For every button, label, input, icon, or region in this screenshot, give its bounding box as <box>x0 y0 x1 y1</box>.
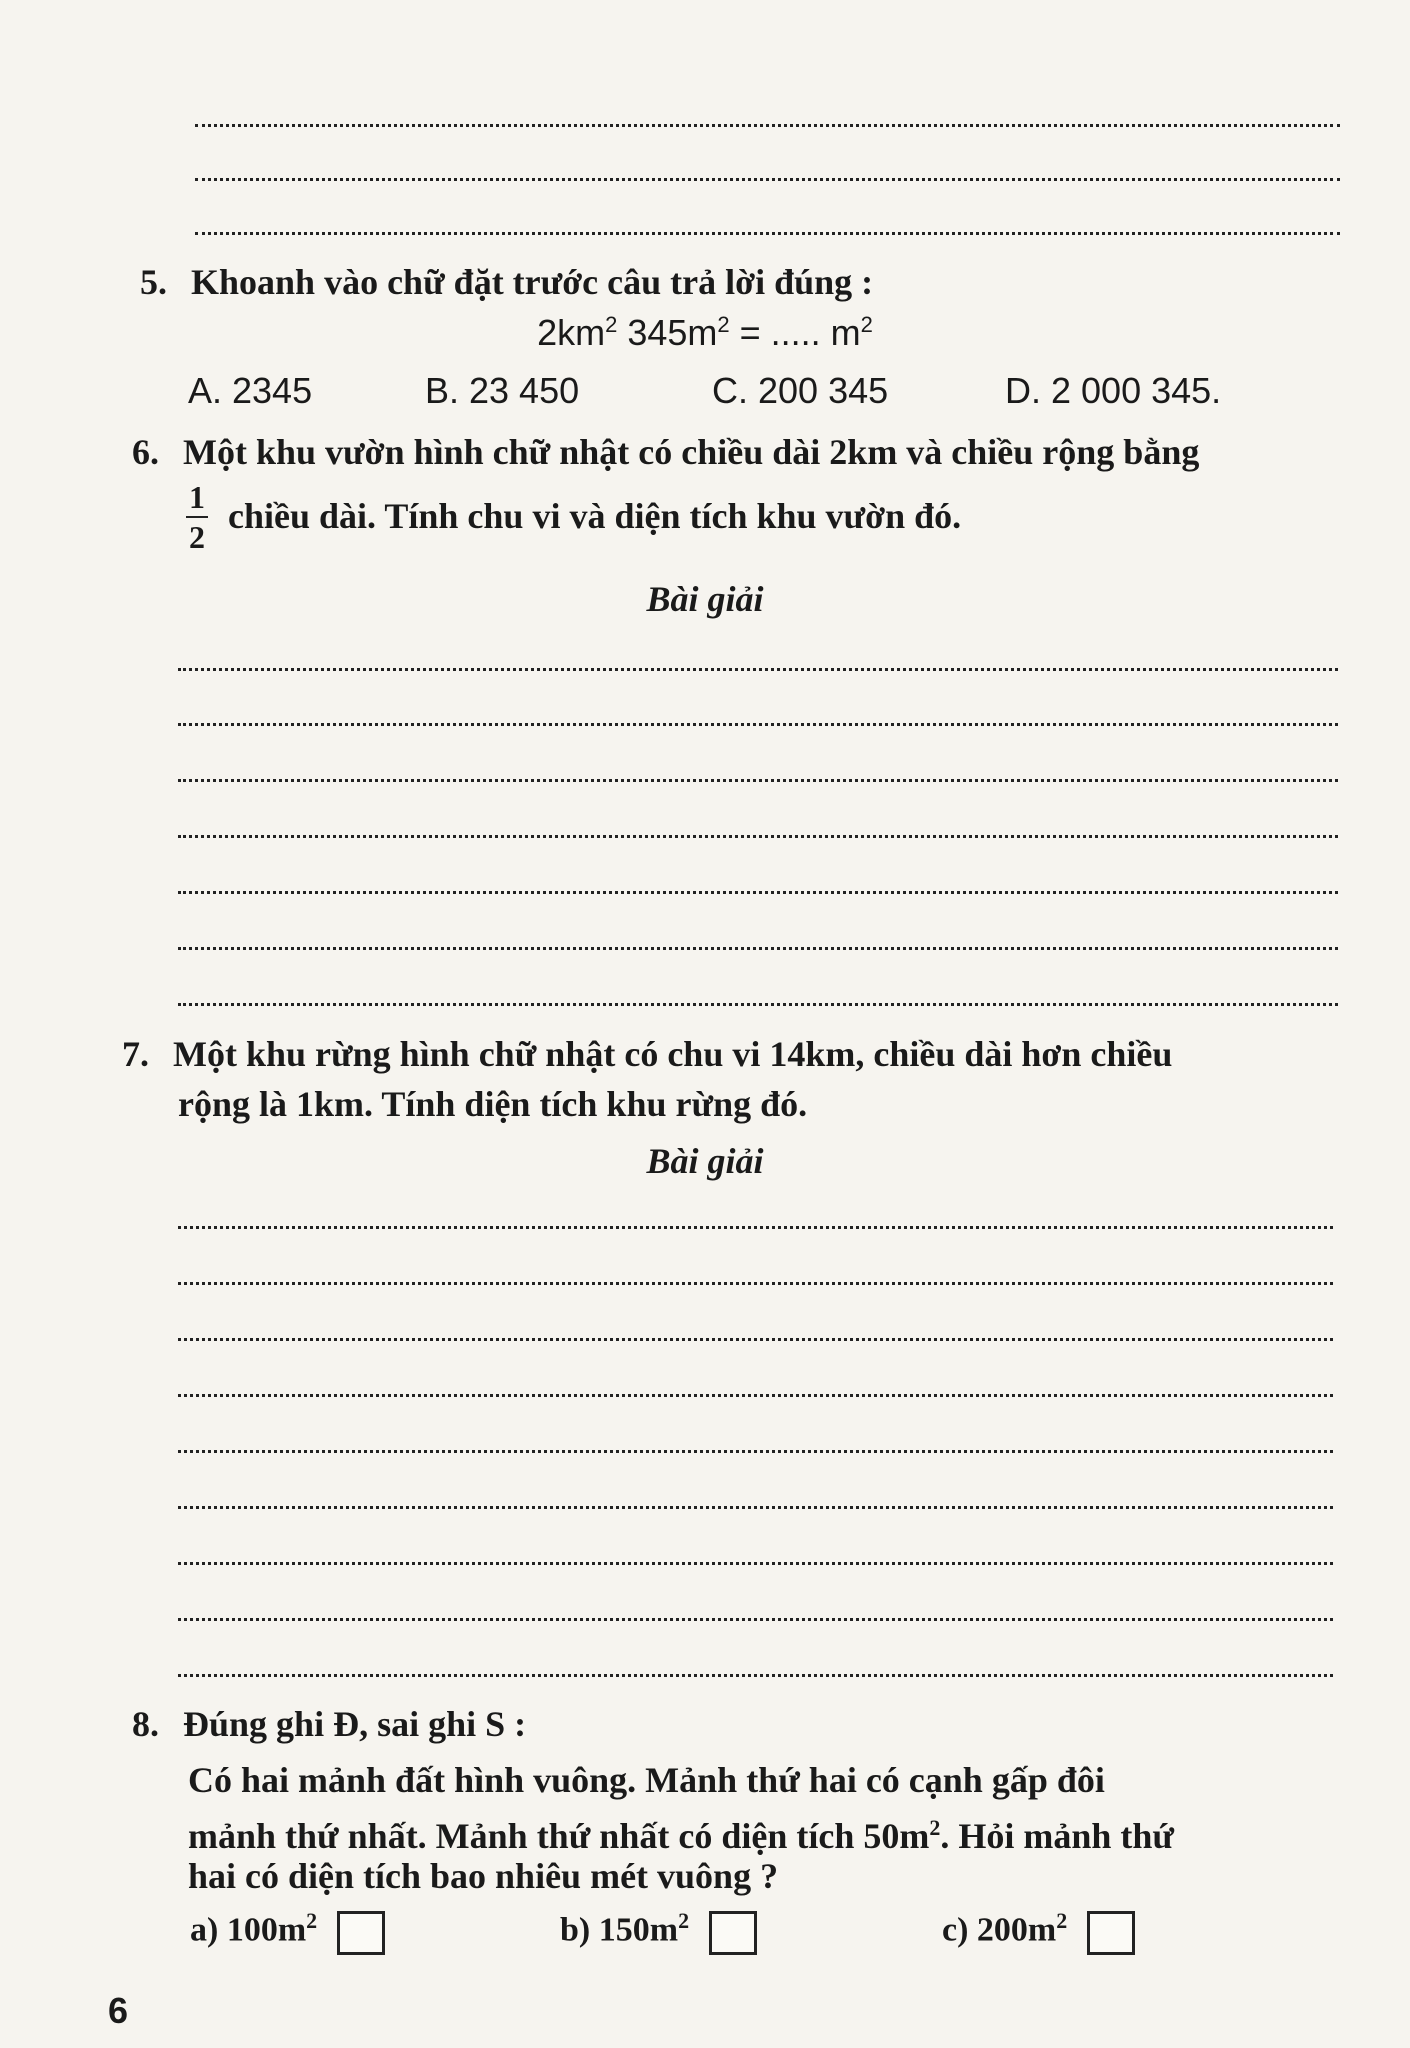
choice-c[interactable]: C. 200 345 <box>712 370 889 411</box>
choice-d[interactable]: D. 2 000 345. <box>1005 370 1222 411</box>
question-number: 8. <box>132 1704 159 1744</box>
answer-line[interactable] <box>178 1506 1333 1509</box>
solution-label: Bài giải <box>646 579 764 619</box>
answer-line[interactable] <box>178 1282 1333 1285</box>
question-6 <box>132 428 1199 476</box>
answer-line[interactable] <box>178 1562 1333 1565</box>
answer-line[interactable] <box>178 723 1338 726</box>
answer-line[interactable] <box>178 891 1338 894</box>
question-5 <box>140 258 873 306</box>
answer-line[interactable] <box>178 1450 1333 1453</box>
answer-line[interactable] <box>178 1338 1333 1341</box>
question-number: 7. <box>122 1034 149 1074</box>
question-body: mảnh thứ nhất. Mảnh thứ nhất có diện tích $50m^2$. Hỏi mảnh thứ <box>188 1815 1174 1856</box>
answer-line <box>195 232 1340 235</box>
question-text: Một khu vườn hình chữ nhật có chiều dài 2km và chiều rộng bằng <box>183 432 1200 472</box>
question-text-continued: chiều dài. Tính chu vi và diện tích khu vườn đó. <box>228 496 962 536</box>
question-number: 5. <box>140 262 167 302</box>
answer-line[interactable] <box>178 835 1338 838</box>
question-body: Có hai mảnh đất hình vuông. Mảnh thứ hai có cạnh gấp đôi <box>188 1760 1105 1800</box>
option-c: c) $200m^2$ <box>942 1908 1135 1955</box>
question-text-continued: rộng là 1km. Tính diện tích khu rừng đó. <box>178 1084 808 1124</box>
answer-checkbox[interactable] <box>709 1911 757 1955</box>
equation: $2km^2$ $345m^2$ = ..... $m^2$ <box>537 312 873 353</box>
choice-b[interactable]: B. 23 450 <box>425 370 580 411</box>
option-a: a) $100m^2$ <box>190 1908 385 1955</box>
question-8 <box>132 1700 526 1748</box>
answer-checkbox[interactable] <box>1087 1911 1135 1955</box>
solution-label: Bài giải <box>646 1141 764 1181</box>
question-body: hai có diện tích bao nhiêu mét vuông ? <box>188 1856 779 1896</box>
answer-line[interactable] <box>178 779 1338 782</box>
option-b: b) $150m^2$ <box>560 1908 757 1955</box>
answer-line[interactable] <box>178 1618 1333 1621</box>
answer-line[interactable] <box>178 1674 1333 1677</box>
answer-line[interactable] <box>178 1226 1333 1229</box>
answer-line <box>195 124 1340 127</box>
answer-line[interactable] <box>178 668 1338 671</box>
question-text: Khoanh vào chữ đặt trước câu trả lời đúng : <box>191 262 874 302</box>
page-number: 6 <box>108 1990 129 2031</box>
question-text: Đúng ghi Đ, sai ghi S : <box>183 1704 527 1744</box>
question-text: Một khu rừng hình chữ nhật có chu vi 14km, chiều dài hơn chiều <box>173 1034 1173 1074</box>
fraction-one-half: 1 2 <box>186 480 208 554</box>
answer-line[interactable] <box>178 947 1338 950</box>
answer-line <box>195 178 1340 181</box>
answer-checkbox[interactable] <box>337 1911 385 1955</box>
choice-a[interactable]: A. 2345 <box>188 370 313 411</box>
question-number: 6. <box>132 432 159 472</box>
question-7 <box>122 1030 1172 1078</box>
answer-line[interactable] <box>178 1394 1333 1397</box>
answer-line[interactable] <box>178 1003 1338 1006</box>
